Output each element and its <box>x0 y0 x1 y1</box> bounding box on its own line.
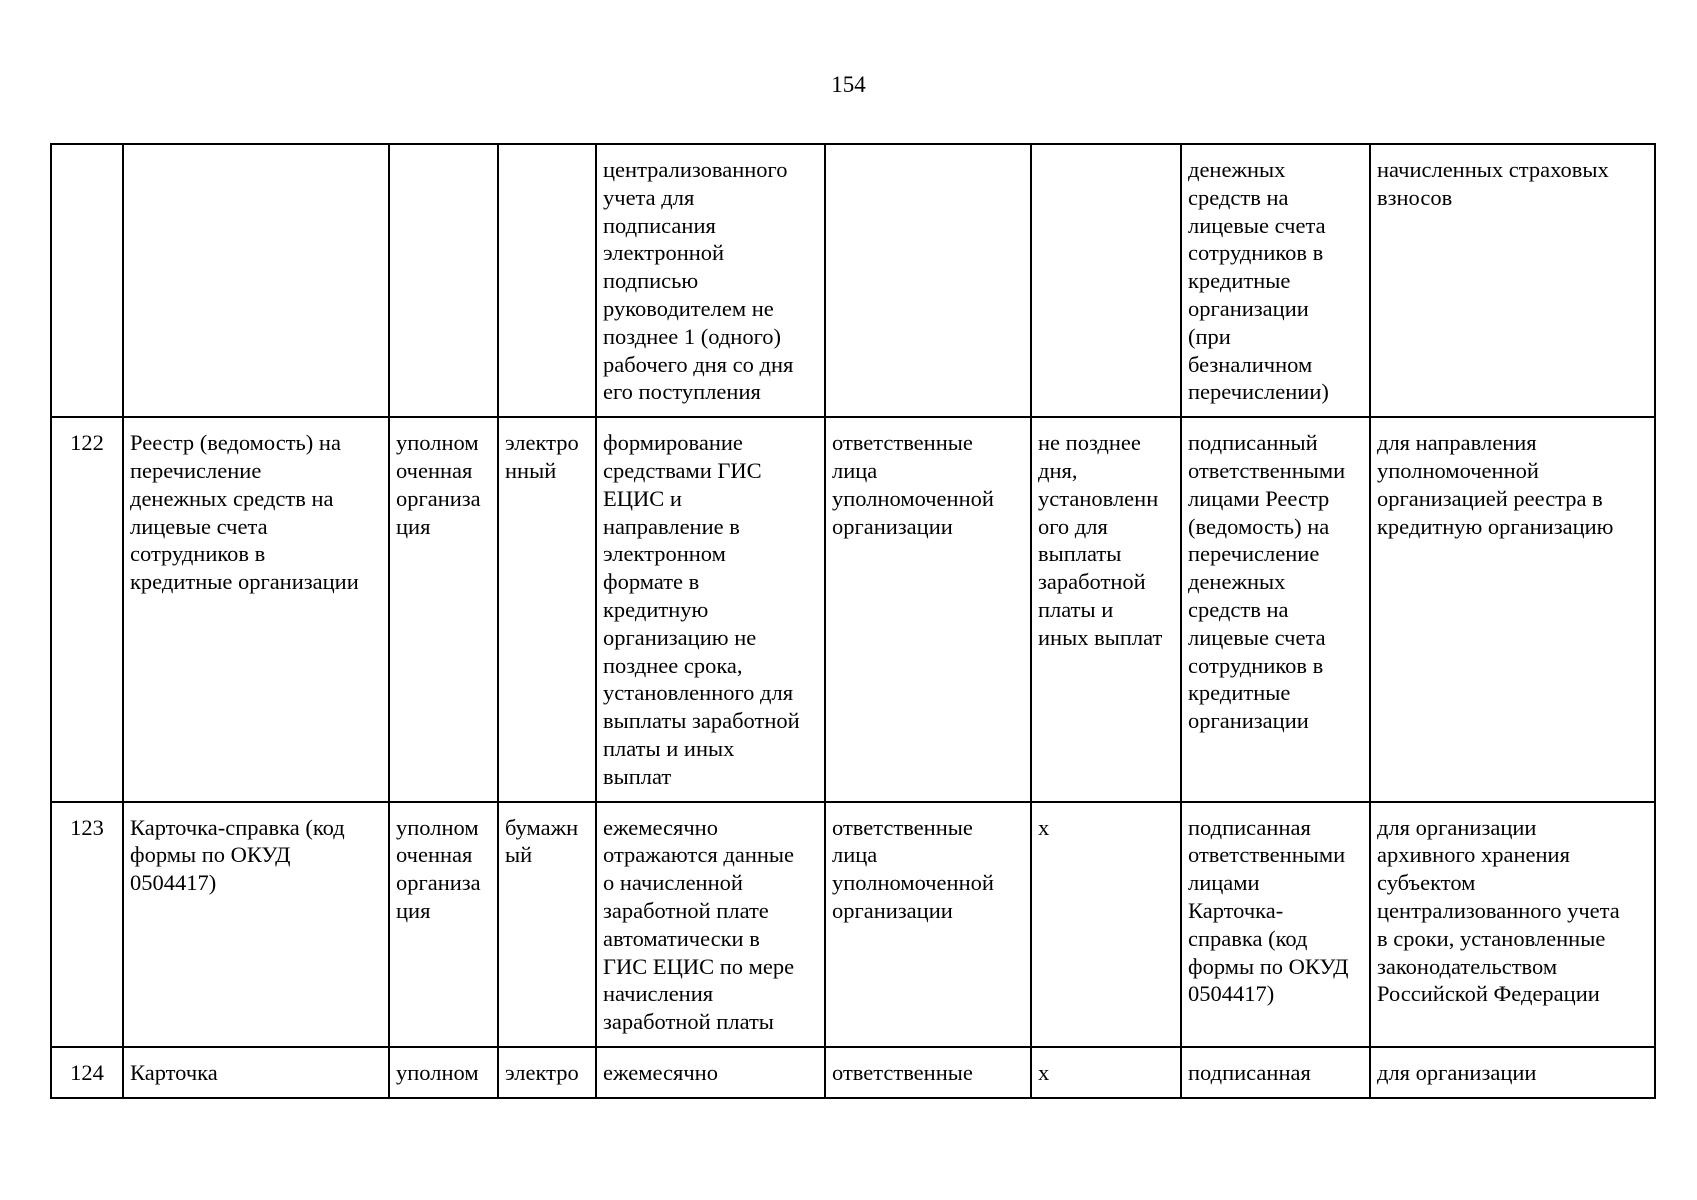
result-cell: подписанный ответственными лицами Реестр (ведомость) на перечисление денежных средств на лицевые счета сотрудников в кредитные организации <box>1181 417 1370 801</box>
format-cell: бумажн ый <box>498 802 596 1047</box>
table-row <box>51 1047 1655 1098</box>
row-number-cell <box>51 144 123 417</box>
deadline-cell: х <box>1031 802 1181 1047</box>
table-row <box>51 802 1655 1047</box>
document-name-cell: Карточка <box>123 1047 389 1098</box>
row-number-cell: 122 <box>51 417 123 801</box>
purpose-cell: для организации архивного хранения субъектом централизованного учета в сроки, установленные законодательством Российской Федерации <box>1370 802 1655 1047</box>
format-cell: электро <box>498 1047 596 1098</box>
persons-cell: ответственные лица уполномоченной организации <box>825 417 1031 801</box>
format-cell: электро нный <box>498 417 596 801</box>
document-name-cell: Реестр (ведомость) на перечисление денежных средств на лицевые счета сотрудников в кредитные организации <box>123 417 389 801</box>
row-number-cell: 124 <box>51 1047 123 1098</box>
table-row <box>51 144 1655 417</box>
purpose-cell: для организации <box>1370 1047 1655 1098</box>
procedure-cell: формирование средствами ГИС ЕЦИС и направление в электронном формате в кредитную организацию не позднее срока, установленного для выплаты заработной платы и иных выплат <box>596 417 825 801</box>
procedure-cell: ежемесячно отражаются данные о начисленной заработной плате автоматически в ГИС ЕЦИС по мере начисления заработной платы <box>596 802 825 1047</box>
purpose-cell: начисленных страховых взносов <box>1370 144 1655 417</box>
responsible-cell: уполном оченная организа ция <box>389 417 498 801</box>
deadline-cell <box>1031 144 1181 417</box>
result-cell: подписанная ответственными лицами Карточка- справка (код формы по ОКУД 0504417) <box>1181 802 1370 1047</box>
result-cell: подписанная <box>1181 1047 1370 1098</box>
document-name-cell <box>123 144 389 417</box>
table-row <box>51 417 1655 801</box>
persons-cell: ответственные лица уполномоченной организации <box>825 802 1031 1047</box>
persons-cell: ответственные <box>825 1047 1031 1098</box>
format-cell <box>498 144 596 417</box>
page-number: 154 <box>831 72 866 97</box>
responsible-cell <box>389 144 498 417</box>
deadline-cell: х <box>1031 1047 1181 1098</box>
procedure-cell: ежемесячно <box>596 1047 825 1098</box>
deadline-cell: не позднее дня, установленн ого для выплаты заработной платы и иных выплат <box>1031 417 1181 801</box>
procedure-cell: централизованного учета для подписания электронной подписью руководителем не позднее 1 (одного) рабочего дня со дня его поступления <box>596 144 825 417</box>
persons-cell <box>825 144 1031 417</box>
document-name-cell: Карточка-справка (код формы по ОКУД 0504417) <box>123 802 389 1047</box>
purpose-cell: для направления уполномоченной организацией реестра в кредитную организацию <box>1370 417 1655 801</box>
result-cell: денежных средств на лицевые счета сотрудников в кредитные организации (при безналичном перечислении) <box>1181 144 1370 417</box>
document-table <box>50 143 1656 1099</box>
responsible-cell: уполном оченная организа ция <box>389 802 498 1047</box>
responsible-cell: уполном <box>389 1047 498 1098</box>
row-number-cell: 123 <box>51 802 123 1047</box>
